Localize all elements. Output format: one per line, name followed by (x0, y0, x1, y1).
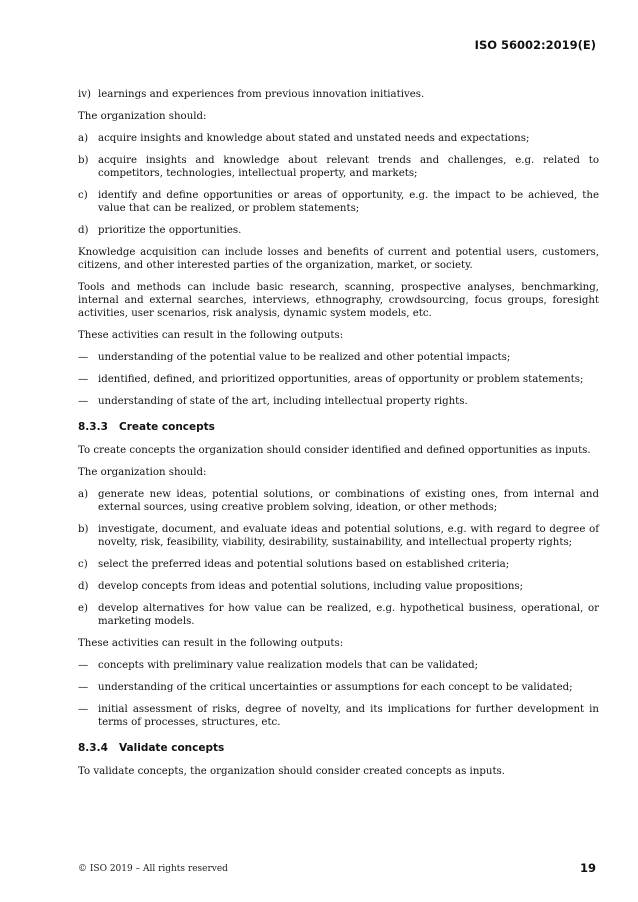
list-item (78, 154, 599, 180)
list-text: concepts with preliminary value realization models that can be validated; (98, 660, 479, 671)
list-marker: a) (78, 489, 89, 500)
section-heading-8-3-3 (78, 421, 599, 434)
list-item (78, 488, 599, 514)
list-text: prioritize the opportunities. (98, 225, 242, 236)
list-text: investigate, document, and evaluate ideas and potential solutions, e.g. with regard to degree of novelty, risk, feasibility, viability, desirability, sustainability, and intellectual property rights; (98, 524, 599, 548)
list-text: acquire insights and knowledge about relevant trends and challenges, e.g. related to competitors, technologies, intellectual property, and markets; (98, 155, 599, 179)
paragraph: The organization should: (78, 467, 207, 478)
list-marker: d) (78, 581, 89, 592)
list-text: identify and define opportunities or areas of opportunity, e.g. the impact to be achieved, the value that can be realized, or problem statements; (98, 190, 599, 214)
list-item (78, 373, 599, 386)
dash-marker: — (78, 660, 89, 671)
paragraph: These activities can result in the following outputs: (78, 330, 344, 341)
list-item (78, 351, 599, 364)
list-marker: iv) (78, 89, 91, 100)
list-item (78, 132, 599, 145)
list-item (78, 659, 599, 672)
copyright-notice: © ISO 2019 – All rights reserved (78, 864, 228, 874)
paragraph: To create concepts the organization should consider identified and defined opportunities as inputs. (78, 445, 591, 456)
list-text: develop concepts from ideas and potential solutions, including value propositions; (98, 581, 524, 592)
list-item (78, 88, 599, 101)
list-marker: b) (78, 155, 89, 166)
list-text: understanding of the critical uncertainties or assumptions for each concept to be validated; (98, 682, 573, 693)
list-item (78, 580, 599, 593)
list-marker: e) (78, 603, 89, 614)
paragraph: The organization should: (78, 111, 207, 122)
list-text: develop alternatives for how value can be realized, e.g. hypothetical business, operational, or marketing models. (98, 603, 599, 627)
list-text: understanding of the potential value to be realized and other potential impacts; (98, 352, 511, 363)
list-marker: c) (78, 559, 88, 570)
page-number: 19 (579, 861, 596, 875)
paragraph: These activities can result in the following outputs: (78, 638, 344, 649)
page-content (78, 88, 599, 787)
list-text: select the preferred ideas and potential solutions based on established criteria; (98, 559, 510, 570)
list-item (78, 681, 599, 694)
list-marker: c) (78, 190, 88, 201)
list-item (78, 703, 599, 729)
dash-marker: — (78, 374, 89, 385)
dash-marker: — (78, 682, 89, 693)
list-text: initial assessment of risks, degree of novelty, and its implications for further development in terms of processes, structures, etc. (98, 704, 599, 728)
section-title: Create concepts (119, 421, 215, 433)
list-marker: d) (78, 225, 89, 236)
list-text: acquire insights and knowledge about stated and unstated needs and expectations; (98, 133, 530, 144)
paragraph: To validate concepts, the organization should consider created concepts as inputs. (78, 766, 506, 777)
dash-marker: — (78, 704, 89, 715)
section-number: 8.3.4 (78, 742, 108, 754)
list-item (78, 523, 599, 549)
list-text: identified, defined, and prioritized opportunities, areas of opportunity or problem statements; (98, 374, 584, 385)
list-item (78, 558, 599, 571)
section-heading-8-3-4 (78, 742, 599, 755)
list-text: understanding of state of the art, including intellectual property rights. (98, 396, 468, 407)
list-marker: a) (78, 133, 89, 144)
section-title: Validate concepts (119, 742, 225, 754)
paragraph: Tools and methods can include basic research, scanning, prospective analyses, benchmarking, internal and external searches, interviews, ethnography, crowdsourcing, focus groups, foresight activities, user scenarios, risk analysis, dynamic system models, etc. (78, 282, 599, 319)
list-text: learnings and experiences from previous innovation initiatives. (98, 89, 425, 100)
list-item (78, 189, 599, 215)
list-marker: b) (78, 524, 89, 535)
document-reference: ISO 56002:2019(E) (474, 38, 596, 52)
list-text: generate new ideas, potential solutions, or combinations of existing ones, from internal and external sources, using creative problem solving, ideation, or other methods; (98, 489, 599, 513)
paragraph: Knowledge acquisition can include losses and benefits of current and potential users, customers, citizens, and other interested parties of the organization, market, or society. (78, 247, 599, 271)
dash-marker: — (78, 352, 89, 363)
dash-marker: — (78, 396, 89, 407)
list-item (78, 602, 599, 628)
section-number: 8.3.3 (78, 421, 108, 433)
list-item (78, 395, 599, 408)
list-item (78, 224, 599, 237)
